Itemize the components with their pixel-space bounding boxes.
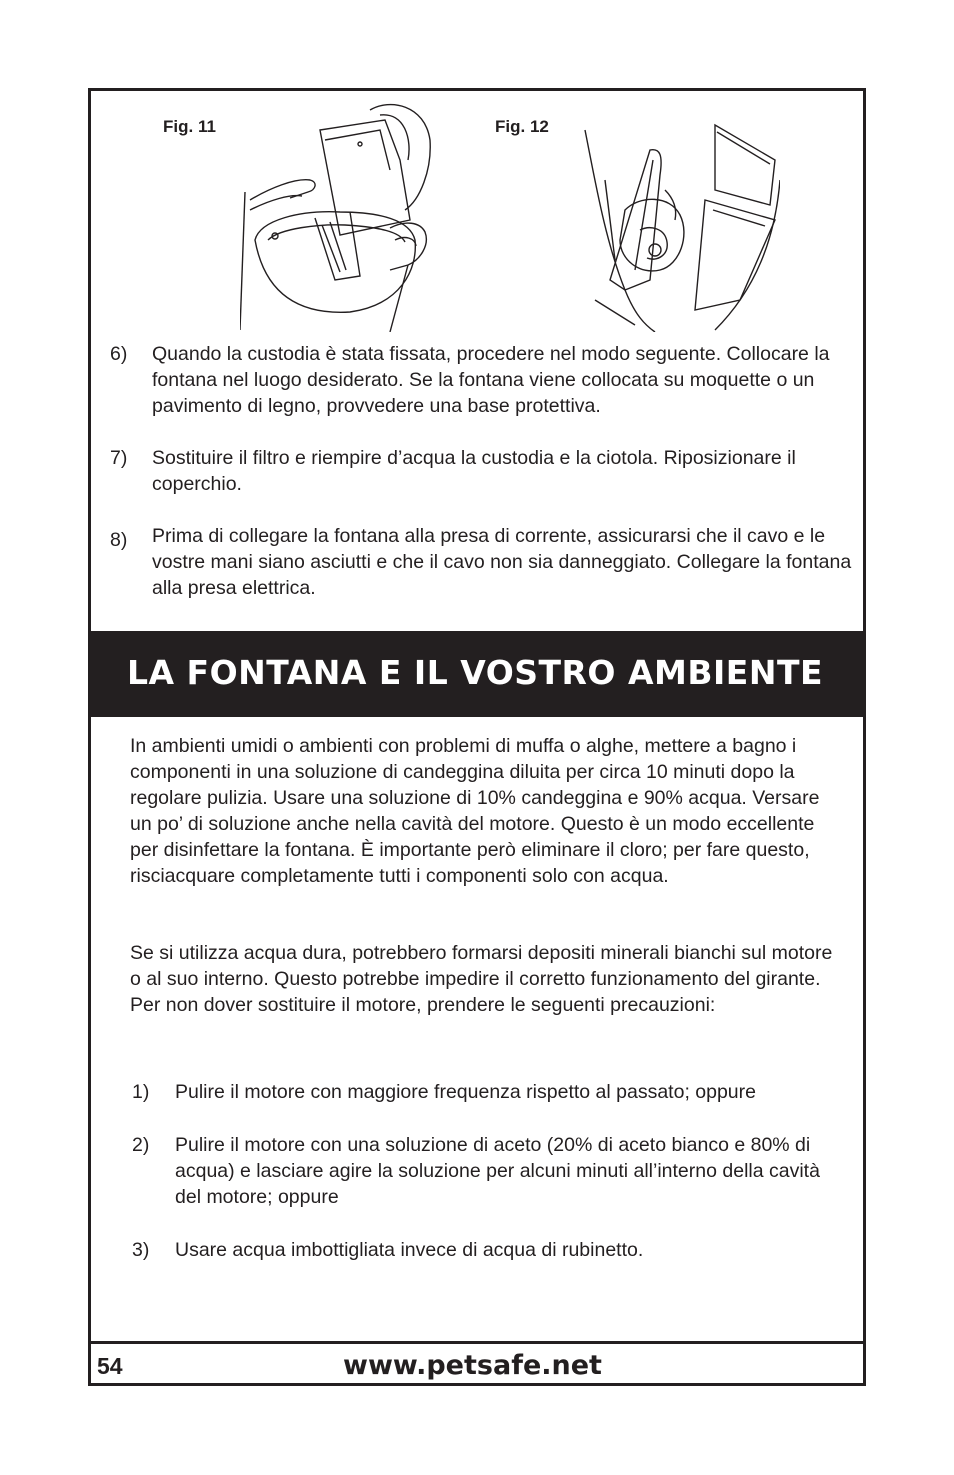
website-link[interactable]: www.petsafe.net: [343, 1350, 602, 1381]
list-text: Usare acqua imbottigliata invece di acqua di rubinetto.: [175, 1239, 644, 1261]
page-number: 54: [97, 1353, 123, 1379]
fig-12-label: Fig. 12: [495, 117, 549, 136]
step-number: 7): [110, 447, 128, 469]
fig-11-label: Fig. 11: [163, 117, 216, 136]
section-banner: [91, 631, 863, 717]
step-number: 6): [110, 343, 128, 365]
fig-12-illustration: [565, 120, 780, 332]
paragraph-bleach: In ambienti umidi o ambienti con problemi di muffa o alghe, mettere a bagno i componenti in una soluzione di candeggina diluita per circa 10 minuti dopo la regolare pulizia. Usare una soluzione di 10% candeggina e 90% acqua. Versare un po’ di soluzione anche nella cavità del motore. Questo è un modo eccellente per disinfettare la fontana. È importante però eliminare il cloro; per fare questo, risciacquare completamente tutti i componenti solo con acqua.: [130, 735, 820, 887]
step-text: Quando la custodia è stata fissata, procedere nel modo seguente. Collocare la fontana nel luogo desiderato. Se la fontana viene collocata su moquette o un pavimento di legno, provvedere una base protettiva.: [152, 343, 830, 417]
section-title: LA FONTANA E IL VOSTRO AMBIENTE: [127, 653, 823, 692]
list-number: 1): [132, 1081, 150, 1103]
fig-11-illustration: [240, 100, 450, 332]
step-number: 8): [110, 529, 128, 551]
list-text: Pulire il motore con una soluzione di aceto (20% di aceto bianco e 80% di acqua) e lasciare agire la soluzione per alcuni minuti all’interno della cavità del motore; oppure: [175, 1134, 820, 1208]
paragraph-hard-water: Se si utilizza acqua dura, potrebbero formarsi depositi minerali bianchi sul motore o al suo interno. Questo potrebbe impedire il corretto funzionamento del girante. Per non dover sostituire il motore, prendere le seguenti precauzioni:: [130, 942, 833, 1016]
list-number: 2): [132, 1134, 150, 1156]
list-text: Pulire il motore con maggiore frequenza rispetto al passato; oppure: [175, 1081, 756, 1103]
list-number: 3): [132, 1239, 150, 1261]
step-text: Sostituire il filtro e riempire d’acqua la custodia e la ciotola. Riposizionare il coperchio.: [152, 447, 796, 495]
step-text: Prima di collegare la fontana alla presa di corrente, assicurarsi che il cavo e le vostre mani siano asciutti e che il cavo non sia danneggiato. Collegare la fontana alla presa elettrica.: [152, 525, 852, 599]
footer-divider: [91, 1341, 863, 1344]
